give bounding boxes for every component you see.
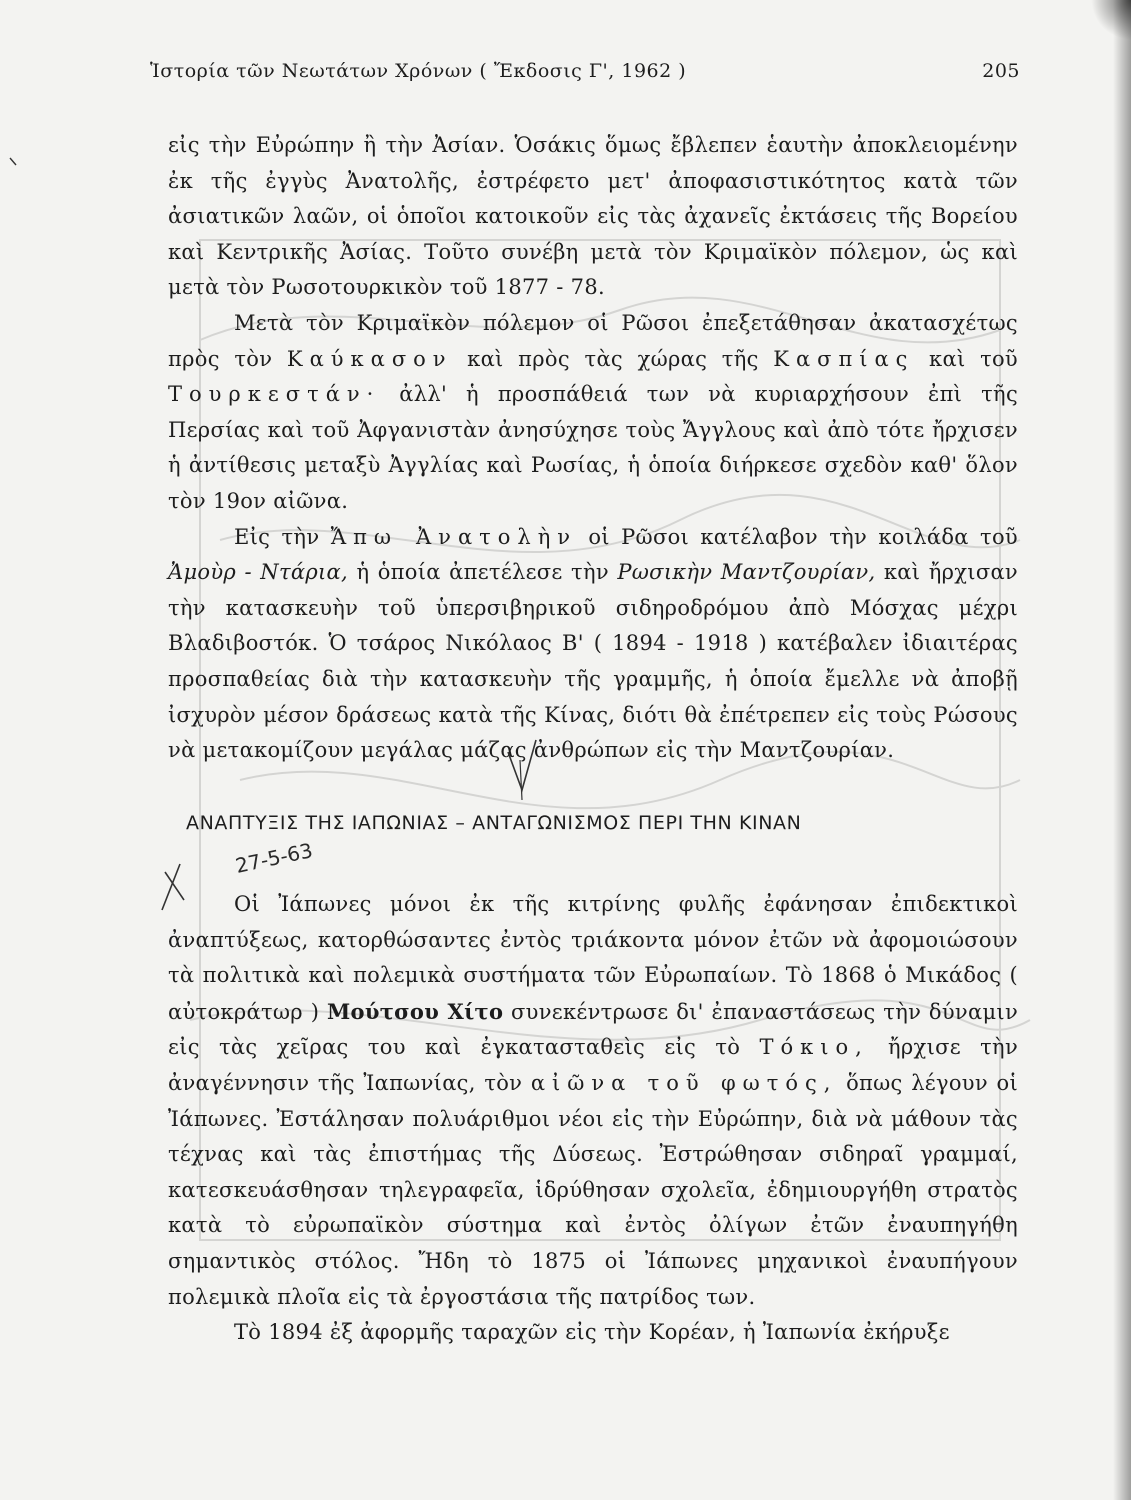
running-header (150, 60, 1020, 92)
paragraph-5: Τὸ 1894 ἐξ ἀφορμῆς ταραχῶν εἰς τὴν Κορέαν, ἡ Ἰαπωνία ἐκήρυξε (234, 1320, 950, 1345)
paragraph-2-part-d: ἀλλ' ἡ προσπάθειά των νὰ κυριαρχήσουν ἐπὶ τῆς Περσίας καὶ τοῦ Ἀφγανιστὰν ἀνησύχησε τοὺς Ἄγγλους καὶ ἀπὸ τότε ἤρχισεν ἡ ἀντίθεσις μεταξὺ Ἀγγλίας καὶ Ρωσίας, ἡ ὁποία διήρκεσε σχεδὸν καθ' ὅλον τὸν 19ον αἰῶνα. (168, 382, 1018, 513)
emperor-name: Μούτσου Χίτο (326, 998, 504, 1024)
text-block-upper (168, 128, 1018, 769)
place-tokyo: Τόκιο, (759, 1035, 869, 1060)
place-turkestan: Τουρκεστάν· (168, 382, 381, 407)
place-russian-manchuria: Ρωσικὴν Μαντζουρίαν, (617, 560, 876, 585)
paragraph-4-part-d: ὅπως λέγουν οἱ Ἰάπωνες. Ἐστάλησαν πολυάριθμοι νέοι εἰς τὴν Εὐρώπην, διὰ νὰ μάθουν τὰς τέχνας καὶ τὰς ἐπιστήμας τῆς Δύσεως. Ἐστρώθησαν σιδηραῖ γραμμαί, κατεσκευάσθησαν τηλεγραφεῖα, ἱδρύθησαν σχολεῖα, ἐδημιουργήθη στρατὸς κατὰ τὸ εὐρωπαϊκὸν σύστημα καὶ ἐντὸς ὀλίγων ἐτῶν ἐναυπηγήθη σημαντικὸς στόλος. Ἤδη τὸ 1875 οἱ Ἰάπωνες μηχανικοὶ ἐναυπήγουν πολεμικὰ πλοῖα εἰς τὰ ἐργοστάσια τῆς πατρίδος των. (168, 1070, 1018, 1309)
paragraph-3-part-c: ἡ ὁποία ἀπετέλεσε τὴν (356, 560, 609, 585)
place-caucasus: Καύκασον (286, 346, 453, 371)
paragraph-4-part-b: συνεκέντρωσε δι' ἐπαναστάσεως τὴν δύναμιν εἰς τὰς χεῖρας του καὶ ἐγκατασταθεὶς εἰς τὸ (168, 999, 1019, 1060)
handwritten-date: 27-5-63 (233, 838, 315, 878)
paragraph-3-part-b: οἱ Ρῶσοι κατέλαβον τὴν κοιλάδα τοῦ (588, 524, 1018, 549)
place-caspian: Κασπίας (773, 346, 915, 371)
place-amur: Ἀμοὺρ - Ντάρια, (168, 560, 349, 585)
paragraph-4-part-a: Οἱ Ἰάπωνες μόνοι ἐκ τῆς κιτρίνης φυλῆς ἐφάνησαν ἐπιδεκτικοὶ ἀναπτύξεως, κατορθώσαντες ἐντὸς τριάκοντα μόνον ἐτῶν νὰ ἀφομοιώσουν τὰ πολιτικὰ καὶ πολεμικὰ συστήματα τῶν Εὐρωπαίων. Τὸ 1868 ὁ Μικάδος ( αὐτοκράτωρ ) (168, 892, 1018, 1024)
paragraph-3-part-d: καὶ ἤρχισαν τὴν κατασκευὴν τοῦ ὑπερσιβηρικοῦ σιδηροδρόμου ἀπὸ Μόσχας μέχρι Βλαδιβοστόκ. Ὁ τσάρος Νικόλαος Β' ( 1894 - 1918 ) κατέβαλεν ἰδιαιτέρας προσπαθείας διὰ τὴν κατασκευὴν τῆς γραμμῆς, ἡ ὁποία ἔμελλε νὰ ἀποβῇ ἰσχυρὸν μέσον δράσεως κατὰ τῆς Κίνας, διότι θὰ ἐπέτρεπεν εἰς τοὺς Ρώσους νὰ μετακομίζουν μεγάλας μάζας ἀνθρώπων εἰς τὴν Μαντζουρίαν. (168, 560, 1018, 763)
text-block-lower (168, 887, 1018, 1351)
paragraph-2-part-c: καὶ τοῦ (929, 346, 1019, 371)
paragraph-2-part-a: Μετὰ τὸν Κριμαϊκὸν πόλεμον οἱ Ρῶσοι ἐπεξετάθησαν ἀκατασχέτως πρὸς τὸν (168, 310, 1018, 371)
scan-edge-shadow (1113, 0, 1131, 1500)
scan-corner-shadow (1091, 0, 1131, 40)
paragraph-3 (168, 520, 1018, 769)
page-number: 205 (982, 60, 1020, 82)
age-of-light: αἰῶνα τοῦ φωτός, (530, 1070, 838, 1095)
paragraph-2 (168, 306, 1018, 520)
paragraph-2-part-b: καὶ πρὸς τὰς χώρας τῆς (467, 346, 759, 371)
paragraph-1: εἰς τὴν Εὐρώπην ἢ τὴν Ἀσίαν. Ὁσάκις ὅμως ἔβλεπεν ἑαυτὴν ἀποκλειομένην ἐκ τῆς ἐγγὺς Ἀνατολῆς, ἐστρέφετο μετ' ἀποφασιστικότητος κατὰ τῶν ἀσιατικῶν λαῶν, οἱ ὁποῖοι κατοικοῦν εἰς τὰς ἀχανεῖς ἐκτάσεις τῆς Βορείου καὶ Κεντρικῆς Ἀσίας. Τοῦτο συνέβη μετὰ τὸν Κριμαϊκὸν πόλεμον, ὡς καὶ μετὰ τὸν Ρωσοτουρκικὸν τοῦ 1877 - 78. (168, 133, 1018, 300)
place-far-east: Ἄπω Ἀνατολὴν (330, 524, 578, 549)
paragraph-4-part-c: ἤρχισε τὴν ἀναγέννησιν τῆς Ἰαπωνίας, τὸν (168, 1035, 1019, 1095)
running-title: Ἱστορία τῶν Νεωτάτων Χρόνων ( Ἔκδοσις Γ', 1962 ) (150, 60, 687, 82)
paragraph-4 (168, 887, 1018, 1315)
paragraph-3-part-a: Εἰς τὴν (234, 524, 320, 549)
section-heading: ΑΝΑΠΤΥΞΙΣ ΤΗΣ ΙΑΠΩΝΙΑΣ – ΑΝΤΑΓΩΝΙΣΜΟΣ ΠΕΡΙ ΤΗΝ ΚΙΝΑΝ (186, 812, 802, 834)
pencil-tick (10, 158, 16, 165)
